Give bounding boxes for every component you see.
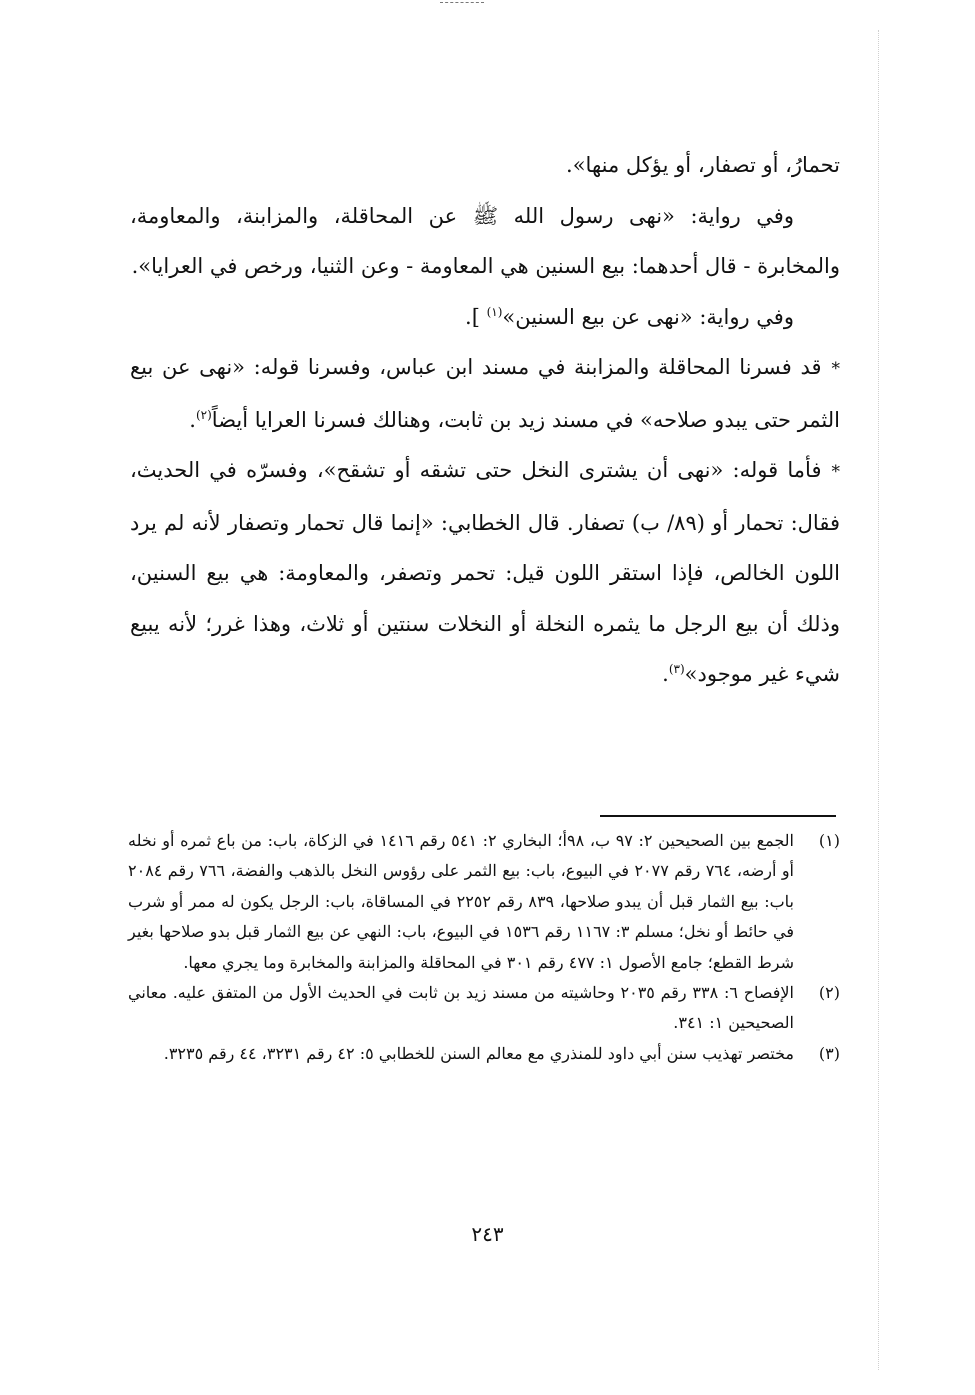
- page-edge-dots: [878, 30, 879, 1370]
- footnote-text: الجمع بين الصحيحين ٢: ٩٧ ب، ٩٨أ؛ البخاري ٢: ٥٤١ رقم ١٤١٦ في الزكاة، باب: من باع ثمره أو نخله أو أرضه، ٧٦٤ رقم ٢٠٧٧ في البيوع، باب: بيع الثمر على رؤوس النخل بالذهب والفضة، ٧٦٦ رقم ٢٠٨٤ باب: بيع الثمار قبل أن يبدو صلاحها، ٨٣٩ رقم ٢٢٥٢ في المساقاة، باب: الرجل يكون له ممر أو شرب في حائط أو نخل؛ مسلم ٣: ١١٦٧ رقم ١٥٣٦ في البيوع، باب: النهي عن بيع الثمار قبل بدو صلاحها بغير شرط القطع؛ جامع الأصول ١: ٤٧٧ رقم ٣٠١ في المحاقلة والمزابنة والمخابرة وما يجري معها.: [128, 831, 795, 972]
- footnote-text: مختصر تهذيب سنن أبي داود للمنذري مع معالم السنن للخطابي ٥: ٤٢ رقم ٣٢٣١، ٤٤ رقم ٣٢٣٥.: [163, 1043, 794, 1063]
- paragraph-tail: .: [662, 662, 669, 686]
- paragraph-text: قد فسرنا المحاقلة والمزابنة في مسند ابن عباس، وفسرنا قوله: «نهى عن بيع الثمر حتى يبدو صلاحه» في مسند زيد بن ثابت، وهنالك فسرنا العرايا أيضاً: [130, 355, 840, 432]
- star-marker: *: [831, 462, 840, 482]
- main-text: [130, 140, 840, 700]
- footnote-item: [128, 1039, 840, 1069]
- footnotes: [128, 826, 840, 1069]
- paragraph-text: وفي رواية: «نهى عن بيع السنين»: [502, 304, 794, 329]
- paragraph-commentary-2: [130, 445, 840, 700]
- footnote-reference: (٢): [195, 407, 212, 422]
- paragraph-tail: .: [189, 407, 196, 432]
- footnote-reference: (١): [486, 304, 503, 319]
- paragraph-text: وفي رواية: «نهى رسول الله ﷺ عن المحاقلة، والمزابنة، والمعاومة، والمخابرة - قال أحدهما: بيع السنين هي المعاومة - وعن الثنيا، ورخص في العرايا».: [130, 203, 840, 278]
- footnote-number: (١): [818, 831, 840, 850]
- footnote-item: [128, 826, 840, 978]
- footnote-number: (٢): [818, 983, 840, 1003]
- page-number: ٢٤٣: [471, 1222, 504, 1246]
- footnote-number: (٣): [818, 1043, 840, 1063]
- top-edge-mark: [440, 2, 484, 3]
- paragraph-text: فأما قوله: «نهى أن يشترى النخل حتى تشقه أو تشقح»، وفسرّه في الحديث، فقال: تحمار أو (٨٩/ ب) تصفار. قال الخطابي: «إنما قال تحمار وتصفار لأنه لم يرد اللون الخالص، فإذا استقر اللون قيل: تحمر وتصفر، والمعاومة: هي بيع السنين، وذلك أن بيع الرجل ما يثمره النخلة أو النخلات سنتين أو ثلاث، وهذا غرر؛ لأنه يبيع شيء غير موجود»: [130, 458, 840, 686]
- paragraph-text: تحمارُ، أو تصفار، أو يؤكل منها».: [566, 153, 840, 177]
- footnote-text: الإفصاح ٦: ٣٣٨ رقم ٢٠٣٥ وحاشيته من مسند زيد بن ثابت في الحديث الأول من المتفق عليه. معاني الصحيحين ١: ٣٤١.: [128, 983, 795, 1033]
- star-marker: *: [831, 359, 840, 379]
- paragraph-tail: ].: [465, 304, 487, 329]
- paragraph-continuation: [130, 140, 840, 191]
- footnote-item: [128, 978, 840, 1039]
- paragraph-narration-2: [130, 292, 840, 343]
- footnote-reference: (٣): [668, 662, 685, 676]
- paragraph-commentary-1: [130, 342, 840, 445]
- paragraph-narration: [130, 191, 840, 292]
- footnote-separator: [600, 815, 836, 817]
